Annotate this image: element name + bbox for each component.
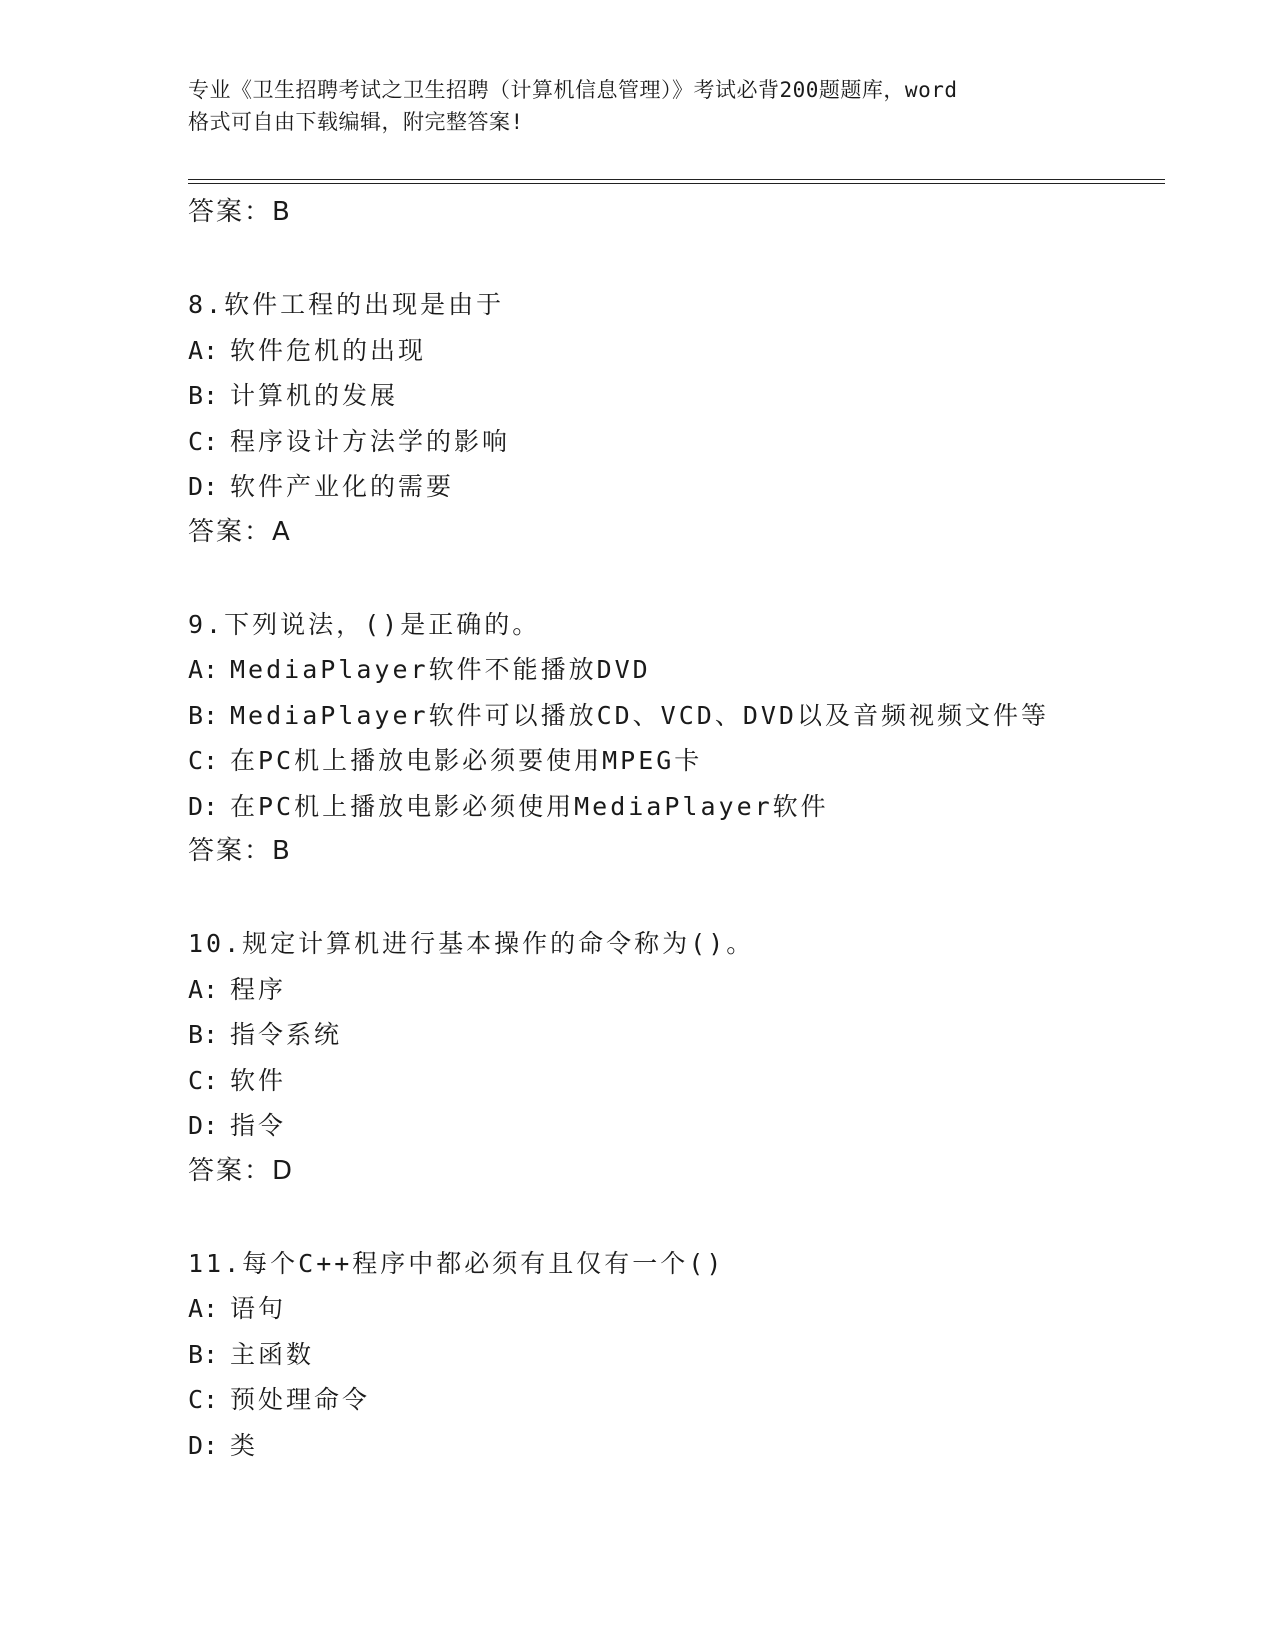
header-line-2: 格式可自由下载编辑，附完整答案!: [188, 110, 524, 134]
question-stem: 10.规定计算机进行基本操作的命令称为()。: [188, 929, 755, 958]
answer-line: [188, 190, 1148, 235]
option-text: 程序: [230, 974, 287, 1004]
spacer: [188, 235, 1148, 282]
question-9: [188, 602, 1148, 875]
question-11: [188, 1241, 1148, 1469]
option-key: D:: [188, 472, 219, 501]
question-stem: 11.每个C++程序中都必须有且仅有一个(): [188, 1248, 725, 1278]
answer-value: B: [272, 197, 290, 227]
question-8: [188, 282, 1148, 555]
option-text: 在PC机上播放电影必须要使用MPEG卡: [230, 746, 703, 775]
question-10: [188, 921, 1148, 1194]
option-key: B:: [188, 1020, 219, 1049]
option-key: D:: [188, 1430, 219, 1460]
option-a: [188, 328, 1148, 374]
spacer: [188, 555, 1148, 602]
option-key: B:: [188, 700, 219, 730]
option-key: C:: [188, 1385, 219, 1414]
option-text: MediaPlayer软件不能播放DVD: [230, 655, 651, 684]
option-text: 软件危机的出现: [230, 335, 427, 365]
option-text: 程序设计方法学的影响: [230, 426, 511, 456]
option-key: C:: [188, 1065, 219, 1095]
document-header: [188, 74, 1098, 138]
question-list: [188, 190, 1148, 1468]
option-c: [188, 738, 1148, 784]
option-a: [188, 1286, 1148, 1332]
option-key: B:: [188, 1339, 219, 1369]
header-line-1: 专业《卫生招聘考试之卫生招聘（计算机信息管理）》考试必背200题题库，word: [188, 78, 958, 102]
spacer: [188, 874, 1148, 921]
option-key: A:: [188, 1294, 219, 1323]
question-stem: 8.软件工程的出现是由于: [188, 290, 505, 319]
option-text: 软件: [230, 1065, 287, 1095]
answer-line: [188, 1149, 1148, 1194]
option-b: [188, 693, 1148, 739]
spacer: [188, 1194, 1148, 1241]
option-d: [188, 1423, 1148, 1469]
header-divider-top: [188, 179, 1165, 180]
option-text: 语句: [230, 1294, 287, 1323]
option-c: [188, 419, 1148, 465]
option-text: 类: [230, 1430, 259, 1460]
option-text: 计算机的发展: [230, 381, 399, 410]
option-b: [188, 1332, 1148, 1378]
option-key: A:: [188, 335, 219, 365]
answer-label: 答案：: [188, 836, 273, 866]
option-key: C:: [188, 746, 219, 775]
header-divider-bottom: [188, 183, 1165, 184]
answer-line: [188, 829, 1148, 874]
option-key: C:: [188, 426, 219, 456]
option-d: [188, 1103, 1148, 1149]
answer-label: 答案：: [188, 1155, 273, 1186]
option-text: 指令: [230, 1111, 287, 1140]
answer-value: D: [272, 1155, 293, 1186]
option-b: [188, 1012, 1148, 1058]
question-stem: 9.下列说法，()是正确的。: [188, 609, 541, 639]
option-text: 在PC机上播放电影必须使用MediaPlayer软件: [230, 791, 829, 821]
option-a: [188, 967, 1148, 1013]
option-text: 主函数: [230, 1339, 315, 1369]
option-key: D:: [188, 1111, 219, 1140]
option-text: 软件产业化的需要: [230, 472, 455, 501]
option-key: A:: [188, 974, 219, 1004]
option-c: [188, 1377, 1148, 1423]
option-d: [188, 464, 1148, 510]
option-key: D:: [188, 791, 219, 821]
answer-value: A: [272, 516, 290, 547]
option-text: 预处理命令: [230, 1385, 371, 1414]
option-key: B:: [188, 381, 219, 410]
answer-line: [188, 510, 1148, 555]
option-c: [188, 1058, 1148, 1104]
answer-label: 答案：: [188, 197, 273, 227]
answer-value: B: [272, 836, 290, 866]
option-key: A:: [188, 655, 219, 684]
option-d: [188, 784, 1148, 830]
option-text: MediaPlayer软件可以播放CD、VCD、DVD以及音频视频文件等: [230, 700, 1049, 730]
option-b: [188, 373, 1148, 419]
answer-label: 答案：: [188, 516, 273, 547]
option-a: [188, 647, 1148, 693]
option-text: 指令系统: [230, 1020, 343, 1049]
